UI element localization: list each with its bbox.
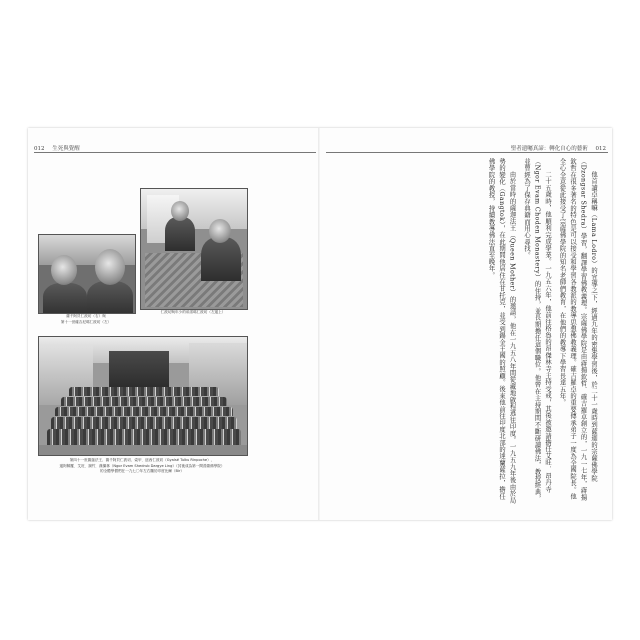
left-running-head bbox=[34, 144, 80, 152]
paragraph: 由於當時的薩迦法王（Queen Mother）的邀請，他在一九五八年間從藏地啟程逃往印度。一九五九年後由於局勢的變化（Gangtok），在此期間他居住在甘托克，並受到錫金王國的照顧。後來他前往印度北部的達蘭薩拉，擔任佛學院的教授，持續教導佛法直至晚年。 bbox=[487, 158, 516, 504]
right-running-head bbox=[511, 144, 606, 152]
left-page bbox=[28, 128, 320, 520]
left-header-rule bbox=[34, 152, 316, 153]
caption-line: 邊阿佩羅．艾旺．謝竹．漢傑林（Ngor Evam Shedrub Dargye Ling）（其後成為第一間普薩佛學院） bbox=[59, 463, 225, 468]
caption-line: 仁波切與年少的帝諾瑪仁波切（左邊上） bbox=[160, 310, 226, 314]
left-book-title: 生死與覺醒 bbox=[52, 146, 80, 152]
right-page bbox=[320, 128, 612, 520]
book-spread bbox=[28, 128, 612, 520]
right-page-number: 012 bbox=[595, 146, 606, 152]
paragraph: 他首讀卓稱嘛（Lama Lodro）的宣導之下，經過九年的密集學習後，於二十一歲時到薩迦的宗薩佛學院（Dzongsar Shedra）學習，翻譯學習佛教義理。宗薩佛學院是由蔣揚欽哲．確吉羅卓創立的，一九一七年，蔣揚欽哲在很多著名的特色是可以接受和學習各教派的教導思想佛教義理。確吉羅卓的重要傳承弟子一度為全國院長。他全心全意從此接受了宗薩佛學院的知名老師們教育，在他們的教導下學習長達五年。 bbox=[558, 158, 597, 501]
right-header-rule bbox=[326, 152, 608, 153]
body-text bbox=[328, 158, 598, 504]
caption-line: 的全體學僧們在一九七〇年左右攝於印度比爾（Bir） bbox=[99, 469, 184, 474]
caption-line: 第四十一世薩迦法王、薩千阿貝仁波切、索甲．紐西仁波切（Gyalsé Tulku Rinpoche）、 bbox=[69, 458, 215, 462]
left-page-number: 012 bbox=[34, 146, 45, 152]
right-book-title: 聖者遺囑真諦：轉化自心的藝術 bbox=[510, 146, 588, 152]
paragraph: 二十五歲時，他順利完成學業。一九五六年，他前往格魯的昂傑林寺主持受戒，其後被邀請擔任艾旺．昂丹寺（Ngor Evam Choden Monastery）的住持，並長期擔任這個職位。他曾在主持期間不斷研讀佛法，教授經典，並曾經為了保存典籍而用心尋找。 bbox=[523, 158, 551, 502]
two-lamas-photo bbox=[38, 234, 136, 314]
monastery-group-photo bbox=[38, 336, 248, 456]
group-photo-caption bbox=[32, 458, 252, 475]
two-lamas-caption bbox=[38, 314, 134, 325]
seated-rinpoche-caption bbox=[140, 310, 246, 316]
seated-rinpoche-photo bbox=[140, 188, 248, 310]
caption-line: 薩千阿貝仁波切（右）與 bbox=[66, 314, 106, 318]
caption-line: 第十一世確吉尼瑪仁波切（左） bbox=[60, 319, 112, 324]
